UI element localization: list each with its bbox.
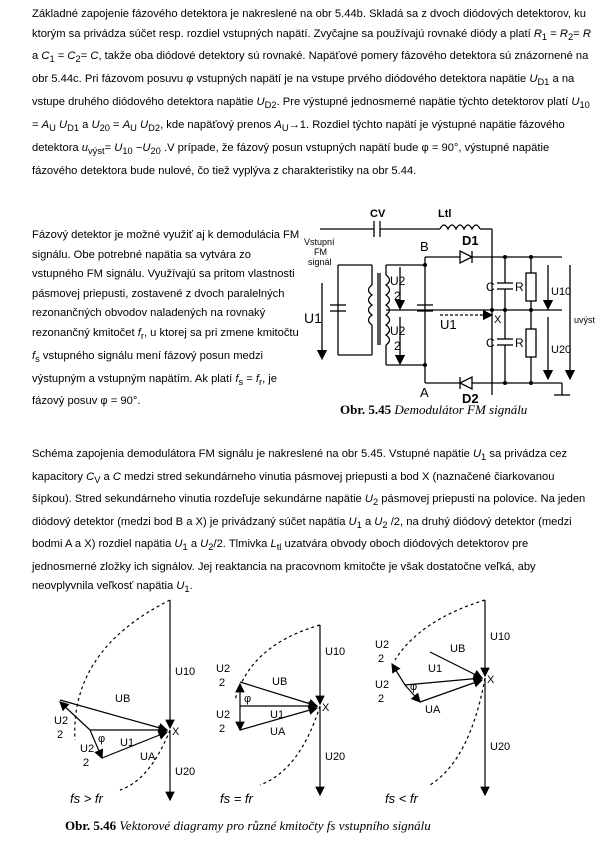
d2-u20: U20 [325,751,346,763]
label-input-1: Vstupní [304,237,335,247]
label-ltl: Ltl [438,208,452,220]
label-u20: U20 [551,344,572,356]
label-x: X [494,314,502,326]
d2-condition: fs = fr [220,791,253,806]
label-u1-mid: U1 [440,317,457,332]
figure-5-45-circuit [300,205,600,405]
label-input-2: FM [314,247,327,257]
caption-45-title: Demodulátor FM signálu [394,402,528,417]
label-r-top: R [515,280,524,294]
figure-5-45-caption [340,402,527,418]
d2-u10: U10 [325,646,346,658]
label-two-top: 2 [394,289,401,303]
d1-u2b: U2 [80,743,95,755]
label-u2-top: U2 [390,274,406,288]
d2-u1: U1 [270,709,285,721]
d3-u2a: U2 [375,639,390,651]
d1-two-b: 2 [83,757,90,769]
label-b: B [420,239,429,254]
d3-two-b: 2 [378,693,385,705]
d2-ub: UB [272,676,288,688]
d3-u2b: U2 [375,679,390,691]
label-cv: CV [370,208,386,220]
d3-u10: U10 [490,631,511,643]
paragraph-3: Schéma zapojenia demodulátora FM signálu je nakreslené na obr 5.45. Vstupné napätie $U_1$ sa privádza cez kapacitory $C_V$ a C medzi stred sekundárneho vinutia pásmovej priepusti a bod X (naznačené čiarkovanou šípkou). Stred sekundárneho vinutia rozdeľuje sekundárne napätie $U_2$ pásmovej priepusti na polovice. Na jeden diódový detektor (medzi bod B a X) je privádzaný súčet napätia $U_1$ a $U_2$ /2, na druhý diódový detektor (medzi bodmi A a X) rozdiel napätia $U_1$ a $U_2/2$. Tlmivka $L_{tl}$ uzatvára obvody oboch diódových detektorov pre jednosmerné zložky ich signálov. Jej reaktancia na pracovnom kmitočte je však dostatočne veľká, aby neovplyvnila veľkosť napätia $U_1$. [32,448,586,595]
d2-phi: φ [244,693,252,705]
d1-u2a: U2 [54,715,69,727]
vector-diagram-3 [392,600,485,795]
d1-phi: φ [98,733,106,745]
label-u2-bottom: U2 [390,324,406,338]
label-a: A [420,385,429,400]
d1-x: X [172,726,180,738]
d1-condition: fs > fr [70,791,103,806]
d3-condition: fs < fr [385,791,418,806]
caption-46-number: Obr. 5.46 [65,818,117,833]
label-r-bot: R [515,336,524,350]
paragraph-2: Fázový detektor je možné využiť aj k demodulácia FM signálu. Obe potrebné napätia sa vytvára zo vstupného FM signálu. Využívajú sa pritom vlastnosti pásmovej priepusti, zostavené z dvoch paralelných rezonančných obvodov naladených na rovnaký rezonančný kmitočet $f_r$, u ktorej sa pri zmene kmitočtu $f_s$ vstupného signálu mení fázový posun medzi výstupným a vstupným napätím. Ak platí $f_s = f_r$, je fázový posuv φ = 90°. [32,229,300,408]
d2-u2b: U2 [216,709,231,721]
d3-u20: U20 [490,741,511,753]
d1-ub: UB [115,693,131,705]
figure-5-46-vector-diagrams [30,590,600,815]
label-u10: U10 [551,286,572,298]
label-c-bot: C [486,336,495,350]
paragraph-1: Základné zapojenie fázového detektora je nakreslené na obr 5.44b. Skladá sa z dvoch diódových detektorov, ku ktorým sa privádza súčet resp. rozdiel vstupných napätí. Zvyčajne sa používajú rovnaké diódy a platí $R_1 = R_2= R$ a $C_1 = C_2= C$, takže oba diódové detektory sú rovnaké. Napäťové pomery fázového detektora sú znázornené na obr 5.44c. Pri fázovom posuvu φ vstupných napätí je na vstupe prvého diódového detektora napätie $U_{D1}$ a na vstupe druhého diódového detektora napätie $U_{D2}$. Pre výstupné jednosmerné napätie týchto detektorov platí $U_{10} = A_U$ $U_{D1}$ a $U_{20} = A_U$ $U_{D2}$, kde napäťový prenos $A_U\to 1$. Rozdiel týchto napätí je výstupné napätie fázového detektora $u_{výst}= U_{10} -U_{20}$ .V prípade, že fázový posun vstupných napätí bude φ = 90°, výstupné napätie fázového detektora bude nulové, čo tiež vyplýva z charakteristiky na obr 5.44. [32,8,591,177]
caption-46-title: Vektorové diagramy pro různé kmitočty [119,818,324,833]
d1-two-a: 2 [57,729,64,741]
d3-ua: UA [425,704,441,716]
caption-45-number: Obr. 5.45 [340,402,392,417]
d3-ub: UB [450,643,466,655]
d3-x: X [487,674,495,686]
label-c-top: C [486,280,495,294]
label-uvyst: uvýst [574,315,596,325]
label-u1-left: U1 [304,310,322,326]
d2-ua: UA [270,726,286,738]
label-d2: D2 [462,391,479,405]
d2-x: X [322,702,330,714]
label-two-bottom: 2 [394,339,401,353]
label-d1: D1 [462,233,479,248]
d2-u2a: U2 [216,663,231,675]
d3-two-a: 2 [378,653,385,665]
label-input-3: signál [308,257,332,267]
d3-u1: U1 [428,663,443,675]
d3-phi: φ [410,681,418,693]
d1-u1: U1 [120,737,135,749]
d2-two-b: 2 [219,723,226,735]
d1-ua: UA [140,751,156,763]
figure-5-46-caption [65,818,431,834]
d1-u20: U20 [175,766,196,778]
d2-two-a: 2 [219,677,226,689]
d1-u10: U10 [175,666,196,678]
caption-46-tail: fs vstupního signálu [326,818,431,833]
